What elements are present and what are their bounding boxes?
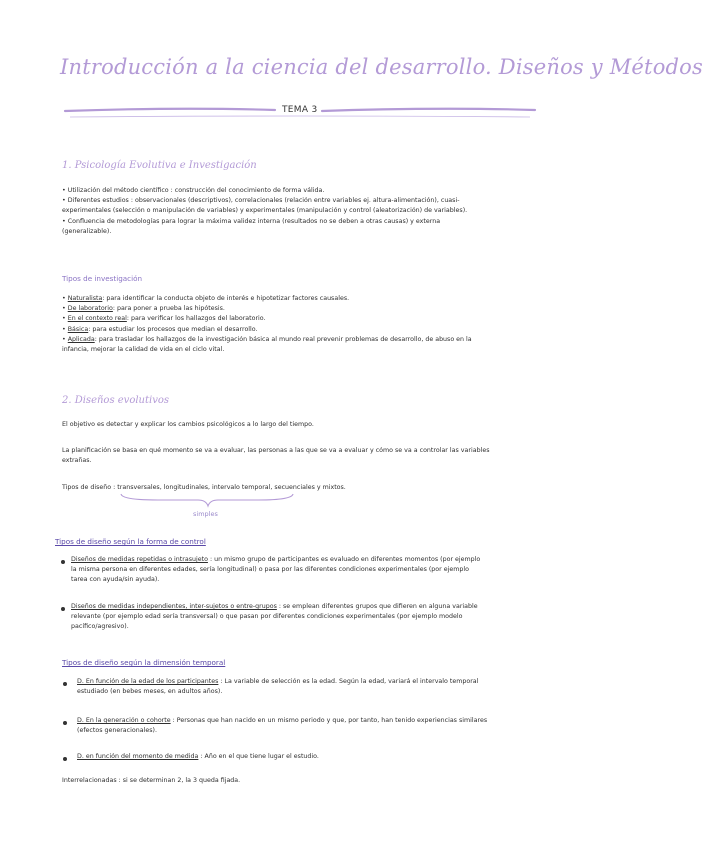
dimension-item-2-label: D. En la generación o cohorte — [77, 717, 171, 724]
bullet-icon — [61, 607, 65, 611]
bullet-icon — [61, 560, 65, 564]
dimension-heading: Tipos de diseño según la dimensión temporal — [62, 658, 226, 667]
tipo-real-text: : para verificar los hallazgos del laboratorio. — [126, 315, 266, 323]
tipo-naturalista: • Naturalista: para identificar la conducta objeto de interés e hipotetizar factores causales. — [62, 295, 350, 302]
dimension-item-3-text: : Año en el que tiene lugar el estudio. — [200, 753, 319, 760]
tipo-aplicada: • Aplicada: para trasladar los hallazgos de la investigación básica al mundo real prevenir problemas de desarrollo, de abuso en la — [62, 335, 472, 343]
dimension-item-1 — [77, 677, 547, 697]
brace-decoration — [118, 492, 298, 510]
tipo-naturalista-label: Naturalista — [67, 295, 103, 302]
section-1-body — [62, 186, 542, 237]
tipo-laboratorio: • De laboratorio: para poner a prueba las hipótesis. — [62, 305, 225, 313]
dimension-item-3-label: D. en función del momento de medida — [77, 753, 199, 760]
tipo-basica: • Básica: para estudiar los procesos que median el desarrollo. — [62, 325, 258, 333]
tipo-real-label: En el contexto real — [67, 315, 127, 323]
tipo-aplicada-text: : para trasladar los hallazgos de la investigación básica al mundo real prevenir problemas de desarrollo, de abuso en la — [94, 335, 472, 343]
tipo-aplicada-line-2: infancia, mejorar la calidad de vida en el ciclo vital. — [62, 346, 225, 354]
page-title: Introducción a la ciencia del desarrollo. Diseños y Métodos — [60, 55, 703, 79]
tipo-aplicada-label: Aplicada — [67, 335, 95, 343]
dimension-item-2-line-2: (efectos generacionales). — [77, 727, 157, 735]
title-underline-decoration — [60, 95, 540, 135]
bullet-icon — [63, 757, 67, 761]
forma-item-2-label: Diseños de medidas independientes, inter-sujetos o entre-grupos — [71, 603, 277, 610]
section-1-heading: 1. Psicología Evolutiva e Investigación — [62, 160, 257, 171]
tipo-basica-label: Básica — [67, 325, 89, 333]
tipos-list — [62, 294, 542, 355]
forma-item-1-label: Diseños de medidas repetidas o intrasujeto — [71, 556, 208, 563]
tipo-contexto-real: • En el contexto real: para verificar los hallazgos del laboratorio. — [62, 315, 266, 323]
simples-label: simples — [193, 510, 218, 518]
dimension-item-1-text: : La variable de selección es la edad. Según la edad, variará el intervalo temporal — [220, 678, 479, 685]
forma-item-1-text: : un mismo grupo de participantes es evaluado en diferentes momentos (por ejemplo — [209, 556, 481, 563]
tipo-basica-text: : para estudiar los procesos que median el desarrollo. — [88, 325, 258, 333]
forma-item-1-line-3: tarea con ayuda/sin ayuda). — [71, 576, 160, 584]
forma-heading: Tipos de diseño según la forma de control — [55, 537, 206, 546]
s1-line-2: • Diferentes estudios : observacionales (descriptivos), correlacionales (relación entre variables ej. altura-alimentación), cuasi- — [62, 197, 460, 205]
s1-line-4: • Confluencia de metodologías para lograr la máxima validez interna (resultados no se deben a otras causas) y externa — [62, 217, 441, 225]
dimension-item-2-text: : Personas que han nacido en un mismo periodo y que, por tanto, han tenido experiencias similares — [172, 717, 488, 724]
forma-item-2-text: : se emplean diferentes grupos que difieren en alguna variable — [278, 603, 478, 610]
s2-p1: El objetivo es detectar y explicar los cambios psicológicos a lo largo del tiempo. — [62, 421, 314, 428]
dimension-item-1-label: D. En función de la edad de los participantes — [77, 678, 219, 685]
s2-p2 — [62, 446, 542, 466]
tipo-lab-label: De laboratorio — [67, 305, 113, 313]
s2-tipos-label: Tipos de diseño : — [62, 484, 116, 491]
dimension-item-1-line-2: estudiado (en bebes meses, en adultos años). — [77, 688, 223, 696]
dimension-item-2 — [77, 716, 547, 736]
bullet-icon — [63, 721, 67, 725]
s2-p2-line-2: extrañas. — [62, 457, 92, 465]
s1-line-5: (generalizable). — [62, 227, 112, 235]
tipo-lab-text: : para poner a prueba las hipótesis. — [112, 305, 225, 313]
bullet-icon — [63, 682, 67, 686]
tema-label: TEMA 3 — [282, 105, 318, 115]
s1-line-3: experimentales (selección o manipulación de variables) y experimentales (manipulación y control (aleatorización) de variables). — [62, 207, 468, 215]
forma-item-2-line-3: pacífico/agresivo). — [71, 623, 129, 631]
forma-item-2 — [71, 602, 546, 633]
forma-item-2-line-2: relevante (por ejemplo edad sería transversal) o que pasan por diferentes condiciones experimentales (por ejemplo modelo — [71, 613, 463, 621]
s2-p2-line-1: La planificación se basa en qué momento se va a evaluar, las personas a las que se va a evaluar y cómo se va a controlar las variables — [62, 447, 490, 454]
forma-item-1 — [71, 555, 546, 586]
dimension-item-3 — [77, 752, 547, 762]
dimension-footer: Interrelacionadas : si se determinan 2, la 3 queda fijada. — [62, 777, 241, 784]
s2-tipos-text: transversales, longitudinales, intervalo temporal, secuenciales y mixtos. — [117, 484, 346, 491]
s1-line-1: • Utilización del método científico : construcción del conocimiento de forma válida. — [62, 187, 325, 194]
forma-item-1-line-2: la misma persona en diferentes edades, sería longitudinal) o pasa por las diferentes condiciones experimentales (por ejemplo — [71, 566, 469, 574]
section-2-heading: 2. Diseños evolutivos — [62, 395, 170, 406]
tipos-heading: Tipos de investigación — [62, 274, 143, 283]
tipo-naturalista-text: : para identificar la conducta objeto de interés e hipotetizar factores causales. — [102, 295, 350, 302]
